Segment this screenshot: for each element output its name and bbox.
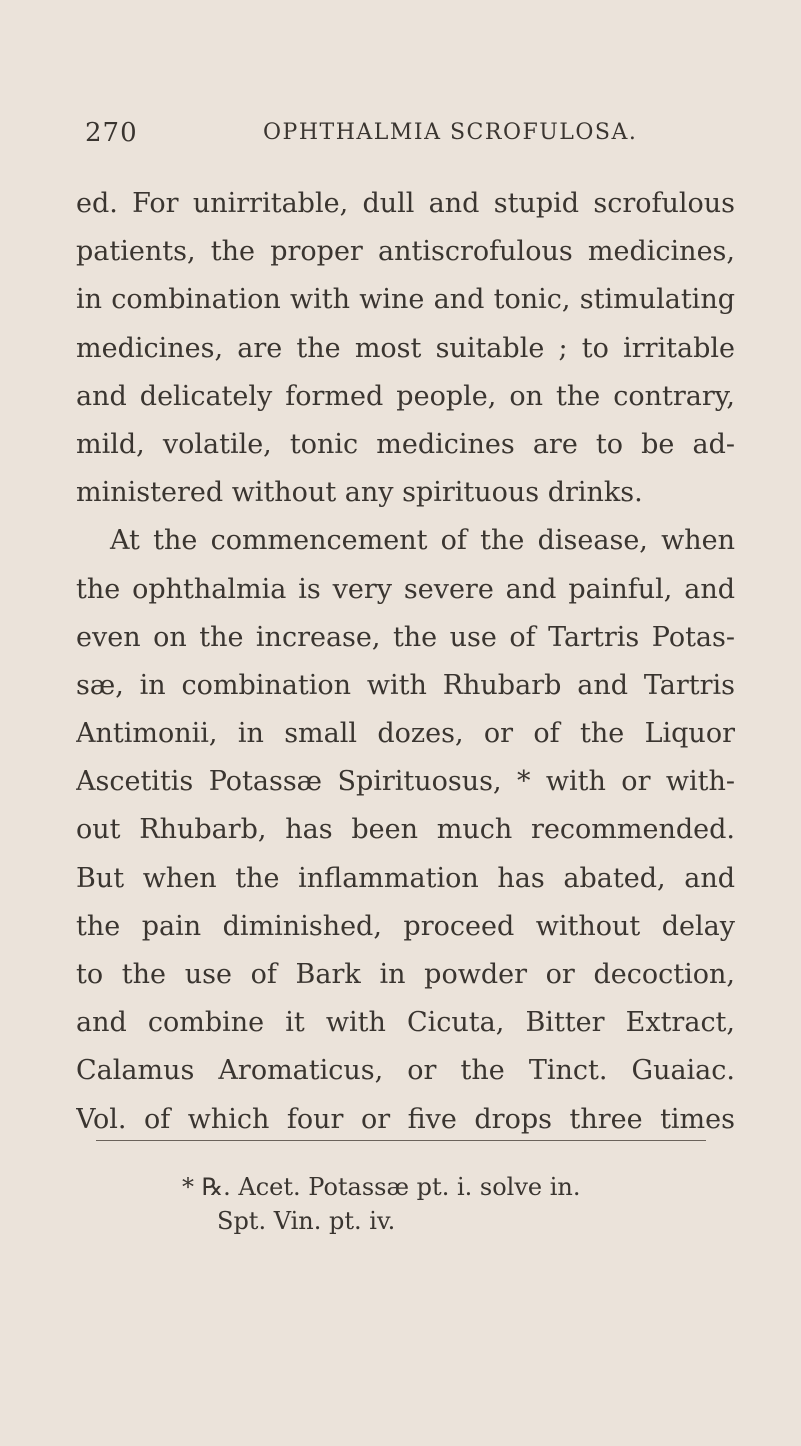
text-line: ed. For unirritable, dull and stupid scrofulous <box>76 188 735 219</box>
footnote-line: Spt. Vin. pt. iv. <box>217 1207 396 1235</box>
text-line: in combination with wine and tonic, stimulating <box>76 284 735 316</box>
text-line: medicines, are the most suitable ; to irritable <box>76 332 735 364</box>
text-line: the pain diminished, proceed without delay <box>76 910 735 942</box>
text-line: But when the inflammation has abated, and <box>76 862 735 894</box>
text-line: and combine it with Cicuta, Bitter Extract, <box>76 1007 735 1039</box>
footnote-line: * ℞. Acet. Potassæ pt. i. solve in. <box>182 1173 581 1201</box>
footnote <box>182 1170 682 1238</box>
page-header <box>85 118 735 158</box>
text-line: out Rhubarb, has been much recommended. <box>76 814 735 846</box>
page-number: 270 <box>85 118 138 148</box>
text-line: mild, volatile, tonic medicines are to be ad- <box>76 428 735 460</box>
running-title: OPHTHALMIA SCROFULOSA. <box>263 120 638 145</box>
text-line: to the use of Bark in powder or decoction, <box>76 959 735 990</box>
paragraph-start-line: At the commencement of the disease, when <box>110 525 735 557</box>
footnote-divider <box>96 1140 706 1141</box>
text-line: sæ, in combination with Rhubarb and Tartris <box>76 669 735 701</box>
text-line: Vol. of which four or five drops three times <box>76 1103 735 1135</box>
body-text <box>76 180 735 1144</box>
text-line: patients, the proper antiscrofulous medicines, <box>76 236 735 268</box>
text-line: even on the increase, the use of Tartris Potas- <box>76 621 735 653</box>
text-line: Calamus Aromaticus, or the Tinct. Guaiac. <box>76 1055 735 1087</box>
text-line: ministered without any spirituous drinks. <box>76 477 643 509</box>
text-line: and delicately formed people, on the contrary, <box>76 380 735 412</box>
text-line: Antimonii, in small dozes, or of the Liquor <box>76 718 735 750</box>
text-line: the ophthalmia is very severe and painful, and <box>76 573 735 605</box>
text-line: Ascetitis Potassæ Spirituosus, * with or with- <box>76 766 735 798</box>
